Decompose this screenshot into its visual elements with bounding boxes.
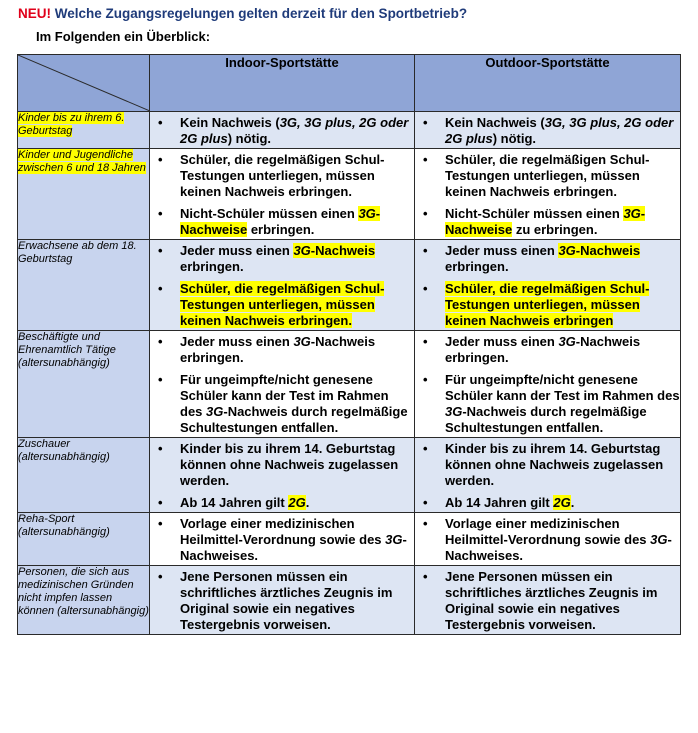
column-header-outdoor: Outdoor-Sportstätte <box>415 55 681 112</box>
row-label-text: Zuschauer (altersunabhängig) <box>18 438 110 463</box>
bullet-icon: • <box>158 372 163 387</box>
bullet-item <box>415 495 680 511</box>
bullet-list <box>150 569 414 633</box>
bullet-icon: • <box>158 206 163 221</box>
bullet-text: erbringen. <box>180 259 244 274</box>
bullet-text: -Nachweis <box>575 243 641 258</box>
bullet-list <box>415 152 680 238</box>
bullet-text: erbringen. <box>247 222 315 237</box>
bullet-list <box>415 243 680 329</box>
bullet-text: -Nachweise <box>180 206 381 237</box>
bullet-text: 3G <box>293 243 311 258</box>
bullet-icon: • <box>158 569 163 584</box>
bullet-text: Jene Personen müssen ein schriftliches ärztliches Zeugnis im Original sowie ein negatives Testergebnis vorweisen. <box>445 569 658 632</box>
bullet-text: -Nachweis <box>310 243 376 258</box>
table-row <box>18 240 681 331</box>
bullet-text: 3G <box>650 532 668 547</box>
bullet-icon: • <box>158 334 163 349</box>
row-label-text: Kinder bis zu ihrem 6. Geburtstag <box>18 112 125 137</box>
bullet-text: Vorlage einer medizinischen Heilmittel-Verordnung sowie des <box>445 516 651 547</box>
table-row <box>18 112 681 149</box>
bullet-list <box>150 243 414 329</box>
bullet-item <box>150 334 414 366</box>
bullet-item <box>150 495 414 511</box>
bullet-text: Nicht-Schüler müssen einen <box>445 206 624 221</box>
row-label <box>18 240 150 331</box>
bullet-text: -Nachweis erbringen. <box>445 334 641 365</box>
bullet-text: 3G <box>293 334 311 349</box>
outdoor-cell <box>415 438 681 513</box>
indoor-cell <box>150 331 415 438</box>
bullet-icon: • <box>158 243 163 258</box>
corner-cell <box>18 55 150 112</box>
bullet-text: Schüler, die regelmäßigen Schul-Testungen unterliegen, müssen keinen Nachweis erbringen. <box>180 281 385 328</box>
bullet-item <box>415 206 680 238</box>
page-title <box>18 6 467 21</box>
bullet-text: 2G <box>553 495 571 510</box>
bullet-list <box>150 152 414 238</box>
bullet-text: . <box>305 495 310 510</box>
bullet-text: . <box>570 495 575 510</box>
bullet-list <box>150 441 414 511</box>
row-label-text: Kinder und Jugendliche zwischen 6 und 18 Jahren <box>18 149 146 174</box>
rules-table <box>17 54 681 635</box>
bullet-text: -Nachweis durch regelmäßige Schultestungen entfallen. <box>445 404 647 435</box>
bullet-item <box>150 516 414 564</box>
bullet-icon: • <box>423 334 428 349</box>
bullet-text: Kein Nachweis ( <box>180 115 280 130</box>
row-label <box>18 331 150 438</box>
bullet-list <box>150 115 414 147</box>
new-badge: NEU! <box>18 6 51 21</box>
row-label <box>18 112 150 149</box>
bullet-item <box>415 372 680 436</box>
bullet-text: 3G <box>206 404 224 419</box>
bullet-icon: • <box>423 243 428 258</box>
bullet-icon: • <box>158 152 163 167</box>
outdoor-cell <box>415 331 681 438</box>
outdoor-cell <box>415 112 681 149</box>
bullet-text: Vorlage einer medizinischen Heilmittel-Verordnung sowie des <box>180 516 386 547</box>
bullet-text: 3G <box>358 206 376 221</box>
indoor-cell <box>150 240 415 331</box>
row-label <box>18 149 150 240</box>
bullet-icon: • <box>423 281 428 296</box>
bullet-item <box>415 441 680 489</box>
row-label <box>18 566 150 635</box>
bullet-text: Für ungeimpfte/nicht genesene Schüler kann der Test im Rahmen des <box>180 372 389 419</box>
bullet-item <box>150 206 414 238</box>
bullet-text: 3G <box>623 206 641 221</box>
bullet-item <box>150 569 414 633</box>
table-row <box>18 149 681 240</box>
bullet-text: Kinder bis zu ihrem 14. Geburtstag können ohne Nachweis zugelassen werden. <box>180 441 399 488</box>
bullet-text: -Nachweis erbringen. <box>180 334 376 365</box>
bullet-item <box>150 152 414 200</box>
bullet-text: 3G, 3G plus, 2G oder 2G plus <box>180 115 409 146</box>
bullet-item <box>415 516 680 564</box>
column-header-indoor: Indoor-Sportstätte <box>150 55 415 112</box>
outdoor-cell <box>415 566 681 635</box>
bullet-icon: • <box>423 206 428 221</box>
bullet-icon: • <box>423 115 428 130</box>
row-label-text: Beschäftigte und Ehrenamtlich Tätige (altersunabhängig) <box>18 331 116 369</box>
bullet-icon: • <box>158 516 163 531</box>
row-label <box>18 513 150 566</box>
bullet-item <box>150 115 414 147</box>
bullet-list <box>415 516 680 564</box>
row-label-text: Erwachsene ab dem 18. Geburtstag <box>18 240 137 265</box>
diagonal-line <box>18 55 150 111</box>
subtitle: Im Folgenden ein Überblick: <box>36 29 211 44</box>
bullet-item <box>415 243 680 275</box>
bullet-text: 3G <box>385 532 403 547</box>
bullet-icon: • <box>158 495 163 510</box>
bullet-list <box>415 569 680 633</box>
bullet-text: Schüler, die regelmäßigen Schul-Testungen unterliegen, müssen keinen Nachweis erbringen. <box>445 152 650 199</box>
bullet-icon: • <box>423 441 428 456</box>
table-row <box>18 438 681 513</box>
bullet-icon: • <box>423 569 428 584</box>
bullet-text: erbringen. <box>445 259 509 274</box>
bullet-text: Jene Personen müssen ein schriftliches ärztliches Zeugnis im Original sowie ein negatives Testergebnis vorweisen. <box>180 569 393 632</box>
bullet-list <box>150 334 414 436</box>
bullet-text: Jeder muss einen <box>180 243 294 258</box>
bullet-text: Jeder muss einen <box>445 334 559 349</box>
bullet-text: -Nachweises. <box>180 532 407 563</box>
bullet-item <box>415 569 680 633</box>
row-label-text: Personen, die sich aus medizinischen Gründen nicht impfen lassen können (altersunabhängig) <box>18 566 149 617</box>
bullet-item <box>415 152 680 200</box>
table-row <box>18 566 681 635</box>
indoor-cell <box>150 513 415 566</box>
bullet-text: Schüler, die regelmäßigen Schul-Testungen unterliegen, müssen keinen Nachweis erbringen. <box>180 152 385 199</box>
bullet-text: Ab 14 Jahren gilt <box>180 495 289 510</box>
bullet-item <box>415 281 680 329</box>
bullet-icon: • <box>158 115 163 130</box>
bullet-list <box>415 115 680 147</box>
bullet-text: ) nötig. <box>492 131 537 146</box>
bullet-text: -Nachweise <box>445 206 646 237</box>
bullet-text: Ab 14 Jahren gilt <box>445 495 554 510</box>
title-text: Welche Zugangsregelungen gelten derzeit für den Sportbetrieb? <box>54 6 468 21</box>
bullet-list <box>415 441 680 511</box>
bullet-text: 3G <box>558 243 576 258</box>
bullet-list <box>150 516 414 564</box>
bullet-text: 3G <box>558 334 576 349</box>
bullet-text: Jeder muss einen <box>445 243 559 258</box>
bullet-text: Kinder bis zu ihrem 14. Geburtstag können ohne Nachweis zugelassen werden. <box>445 441 664 488</box>
bullet-item <box>150 243 414 275</box>
bullet-text: Schüler, die regelmäßigen Schul-Testungen unterliegen, müssen keinen Nachweis erbringen <box>445 281 650 328</box>
bullet-item <box>150 281 414 329</box>
indoor-cell <box>150 149 415 240</box>
bullet-icon: • <box>423 495 428 510</box>
bullet-text: Nicht-Schüler müssen einen <box>180 206 359 221</box>
indoor-cell <box>150 112 415 149</box>
bullet-text: 3G, 3G plus, 2G oder 2G plus <box>445 115 674 146</box>
indoor-cell <box>150 438 415 513</box>
bullet-item <box>150 441 414 489</box>
bullet-text: Für ungeimpfte/nicht genesene Schüler kann der Test im Rahmen des <box>445 372 680 403</box>
bullet-item <box>415 334 680 366</box>
row-label-text: Reha-Sport (altersunabhängig) <box>18 513 110 538</box>
bullet-item <box>150 372 414 436</box>
bullet-text: 2G <box>288 495 306 510</box>
bullet-text: Kein Nachweis ( <box>445 115 545 130</box>
outdoor-cell <box>415 513 681 566</box>
bullet-text: -Nachweis durch regelmäßige Schultestungen entfallen. <box>180 404 408 435</box>
table-header-row <box>18 55 681 112</box>
bullet-item <box>415 115 680 147</box>
bullet-text: zu erbringen. <box>512 222 598 237</box>
bullet-text: -Nachweises. <box>445 532 672 563</box>
outdoor-cell <box>415 149 681 240</box>
row-label <box>18 438 150 513</box>
outdoor-cell <box>415 240 681 331</box>
bullet-text: ) nötig. <box>227 131 272 146</box>
bullet-icon: • <box>423 516 428 531</box>
bullet-text: 3G <box>445 404 463 419</box>
bullet-list <box>415 334 680 436</box>
bullet-icon: • <box>423 372 428 387</box>
bullet-icon: • <box>423 152 428 167</box>
table-row <box>18 331 681 438</box>
indoor-cell <box>150 566 415 635</box>
bullet-text: Jeder muss einen <box>180 334 294 349</box>
bullet-icon: • <box>158 281 163 296</box>
bullet-icon: • <box>158 441 163 456</box>
table-row <box>18 513 681 566</box>
